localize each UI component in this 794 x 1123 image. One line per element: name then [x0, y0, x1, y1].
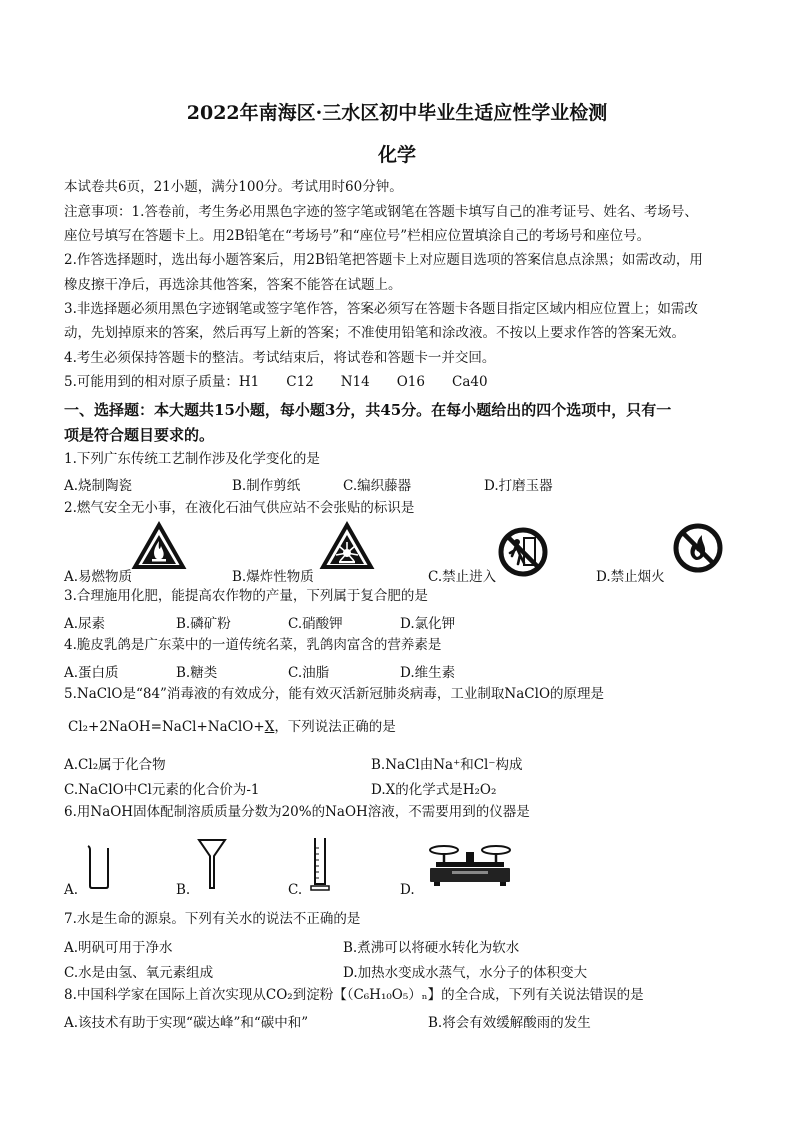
q1-option-d: D.打磨玉器 [484, 478, 553, 494]
funnel-icon [197, 838, 227, 890]
intro-line-7: 动，先划掉原来的答案，然后再写上新的答案；不准使用铅笔和涂改液。不按以上要求作答的答案无效。 [64, 325, 685, 341]
no-entry-person-icon [497, 526, 549, 578]
q1-stem: 1.下列广东传统工艺制作涉及化学变化的是 [64, 451, 320, 467]
q5-equation-unknown: X [264, 719, 275, 735]
intro-line-5: 橡皮擦干净后，再选涂其他答案，答案不能答在试题上。 [64, 277, 402, 293]
q7-stem: 7.水是生命的源泉。下列有关水的说法不正确的是 [64, 911, 361, 927]
explosive-warning-icon [321, 522, 373, 570]
intro-line-9: 5.可能用到的相对原子质量：H1 C12 N14 O16 Ca40 [64, 374, 488, 390]
intro-line-3: 座位号填写在答题卡上。用2B铅笔在“考场号”和“座位号”栏相应位置填涂自己的考场号和座位号。 [64, 228, 651, 244]
q6-stem: 6.用NaOH固体配制溶质质量分数为20%的NaOH溶液，不需要用到的仪器是 [64, 804, 530, 820]
q2-option-a: A.易燃物质 [64, 569, 133, 585]
subject-title: 化学 [377, 144, 416, 166]
q4-option-a: A.蛋白质 [64, 665, 119, 681]
graduated-cylinder-icon [309, 836, 331, 892]
q7-option-a: A.明矾可用于净水 [64, 940, 173, 956]
q6-option-d: D. [400, 882, 415, 898]
q4-option-c: C.油脂 [288, 665, 330, 681]
q5-stem: 5.NaClO是“84”消毒液的有效成分，能有效灭活新冠肺炎病毒，工业制取NaClO的原理是 [64, 686, 605, 702]
intro-line-4: 2.作答选择题时，选出每小题答案后，用2B铅笔把答题卡上对应题目选项的答案信息点涂黑；如需改动，用 [64, 252, 703, 268]
q3-option-c: C.硝酸钾 [288, 616, 343, 632]
q6-option-a: A. [64, 882, 79, 898]
q3-option-b: B.磷矿粉 [176, 616, 231, 632]
q8-option-a: A.该技术有助于实现“碳达峰”和“碳中和” [64, 1015, 309, 1031]
section-heading-line-2: 项是符合题目要求的。 [64, 426, 215, 444]
q5-option-b: B.NaCl由Na⁺和Cl⁻构成 [371, 757, 523, 773]
q1-option-c: C.编织藤器 [343, 478, 412, 494]
q3-option-a: A.尿素 [64, 616, 106, 632]
intro-line-6: 3.非选择题必须用黑色字迹钢笔或签字笔作答，答案必须写在答题卡各题目指定区域内相应位置上；如需改 [64, 301, 698, 317]
flammable-warning-icon [133, 522, 185, 570]
q5-equation-formula: Cl₂+2NaOH=NaCl+NaClO+ [68, 719, 265, 735]
q2-stem: 2.燃气安全无小事，在液化石油气供应站不会张贴的标识是 [64, 500, 415, 516]
q2-option-b: B.爆炸性物质 [232, 569, 314, 585]
balance-scale-icon [426, 840, 514, 888]
q5-equation [68, 718, 396, 736]
q7-option-c: C.水是由氢、氧元素组成 [64, 965, 214, 981]
q8-option-b: B.将会有效缓解酸雨的发生 [428, 1015, 591, 1031]
q3-option-d: D.氯化钾 [400, 616, 456, 632]
q5-option-a: A.Cl₂属于化合物 [64, 757, 166, 773]
section-heading-line-1: 一、选择题：本大题共15小题，每小题3分，共45分。在每小题给出的四个选项中，只有一 [64, 401, 672, 419]
q4-option-b: B.糖类 [176, 665, 218, 681]
q6-option-c: C. [288, 882, 303, 898]
q1-option-a: A.烧制陶瓷 [64, 478, 133, 494]
intro-line-8: 4.考生必须保持答题卡的整洁。考试结束后，将试卷和答题卡一并交回。 [64, 350, 496, 366]
q2-option-c: C.禁止进入 [428, 569, 497, 585]
q6-option-b: B. [176, 882, 191, 898]
q3-stem: 3.合理施用化肥，能提高农作物的产量，下列属于复合肥的是 [64, 588, 428, 604]
q5-option-d: D.X的化学式是H₂O₂ [371, 782, 497, 798]
intro-line-1: 本试卷共6页，21小题，满分100分。考试用时60分钟。 [64, 179, 403, 195]
q5-option-c: C.NaClO中Cl元素的化合价为-1 [64, 782, 260, 798]
q4-stem: 4.脆皮乳鸽是广东菜中的一道传统名菜，乳鸽肉富含的营养素是 [64, 637, 442, 653]
intro-line-2: 注意事项：1.答卷前，考生务必用黑色字迹的签字笔或钢笔在答题卡填写自己的准考证号、姓名、考场号、 [64, 204, 698, 220]
q4-option-d: D.维生素 [400, 665, 456, 681]
beaker-icon [86, 844, 112, 890]
exam-title: 2022年南海区·三水区初中毕业生适应性学业检测 [186, 102, 608, 124]
q7-option-b: B.煮沸可以将硬水转化为软水 [343, 940, 520, 956]
q5-equation-tail: ，下列说法正确的是 [274, 719, 396, 735]
q7-option-d: D.加热水变成水蒸气，水分子的体积变大 [343, 965, 588, 981]
q8-stem: 8.中国科学家在国际上首次实现从CO₂到淀粉【（C₆H₁₀O₅）ₙ】的全合成，下列有关说法错误的是 [64, 987, 644, 1003]
q1-option-b: B.制作剪纸 [232, 478, 301, 494]
no-fire-icon [672, 522, 724, 574]
q2-option-d: D.禁止烟火 [596, 569, 665, 585]
